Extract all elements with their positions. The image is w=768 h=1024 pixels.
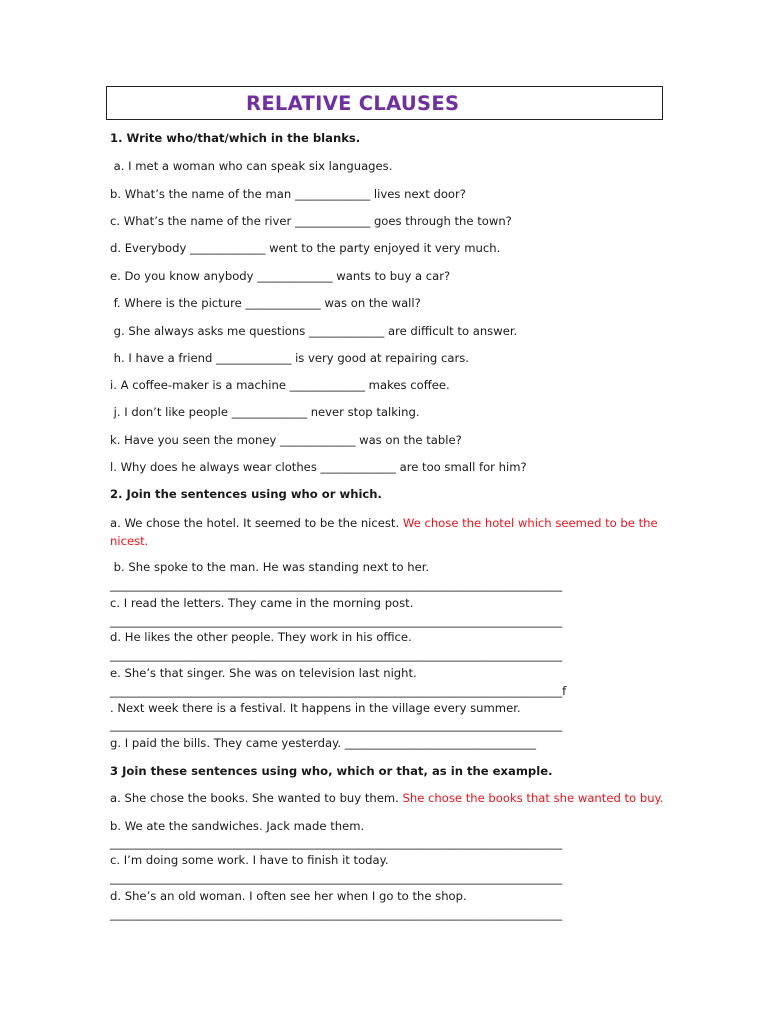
title-box [106,86,663,120]
exercise-item: e. Do you know anybody _____________ wants to buy a car? [110,269,451,283]
example-answer: We chose the hotel which seemed to be the nicest. [110,516,658,548]
exercise-item: c. What’s the name of the river _____________ goes through the town? [110,214,512,228]
exercise-item: j. I don’t like people _____________ never stop talking. [110,405,420,419]
example-sentence [110,514,658,550]
answer-line: ______________________________________________________________________________ [110,871,563,885]
answer-line: ______________________________________________________________________________ [110,836,563,850]
exercise-item: a. I met a woman who can speak six languages. [110,159,393,173]
exercise-item: g. I paid the bills. They came yesterday. _________________________________ [110,736,537,750]
exercise-item: b. She spoke to the man. He was standing next to her. [110,560,430,574]
exercise-item: d. She’s an old woman. I often see her when I go to the shop. [110,889,467,903]
exercise-item: e. She’s that singer. She was on television last night. [110,666,417,680]
exercise-item: c. I read the letters. They came in the morning post. [110,596,414,610]
exercise-item: d. He likes the other people. They work in his office. [110,630,412,644]
exercise-item: k. Have you seen the money _____________ was on the table? [110,433,462,447]
exercise-item: . Next week there is a festival. It happens in the village every summer. [110,701,521,715]
example-sentence [110,791,663,806]
section-2-heading: 2. Join the sentences using who or which. [110,487,382,501]
exercise-item: c. I’m doing some work. I have to finish it today. [110,853,389,867]
example-question: a. She chose the books. She wanted to buy them. [110,791,403,805]
answer-line: ______________________________________________________________________________ [110,578,563,592]
exercise-item: l. Why does he always wear clothes _____________ are too small for him? [110,460,527,474]
example-answer: She chose the books that she wanted to buy. [402,791,664,805]
section-3-heading: 3 Join these sentences using who, which or that, as in the example. [110,764,553,778]
answer-line: ______________________________________________________________________________ [110,718,563,732]
example-question: a. We chose the hotel. It seemed to be the nicest. [110,516,403,530]
exercise-item: d. Everybody _____________ went to the party enjoyed it very much. [110,241,501,255]
exercise-item: b. We ate the sandwiches. Jack made them. [110,819,365,833]
exercise-item: b. What’s the name of the man _____________ lives next door? [110,187,466,201]
worksheet-title: RELATIVE CLAUSES [246,92,460,115]
exercise-item: g. She always asks me questions _____________ are difficult to answer. [110,324,518,338]
exercise-item: i. A coffee-maker is a machine _____________ makes coffee. [110,378,450,392]
answer-line: ______________________________________________________________________________f [110,684,567,698]
exercise-item: h. I have a friend _____________ is very good at repairing cars. [110,351,469,365]
exercise-item: f. Where is the picture _____________ was on the wall? [110,296,421,310]
answer-line: ______________________________________________________________________________ [110,614,563,628]
answer-line: ______________________________________________________________________________ [110,907,563,921]
section-1-heading: 1. Write who/that/which in the blanks. [110,131,361,145]
answer-line: ______________________________________________________________________________ [110,648,563,662]
